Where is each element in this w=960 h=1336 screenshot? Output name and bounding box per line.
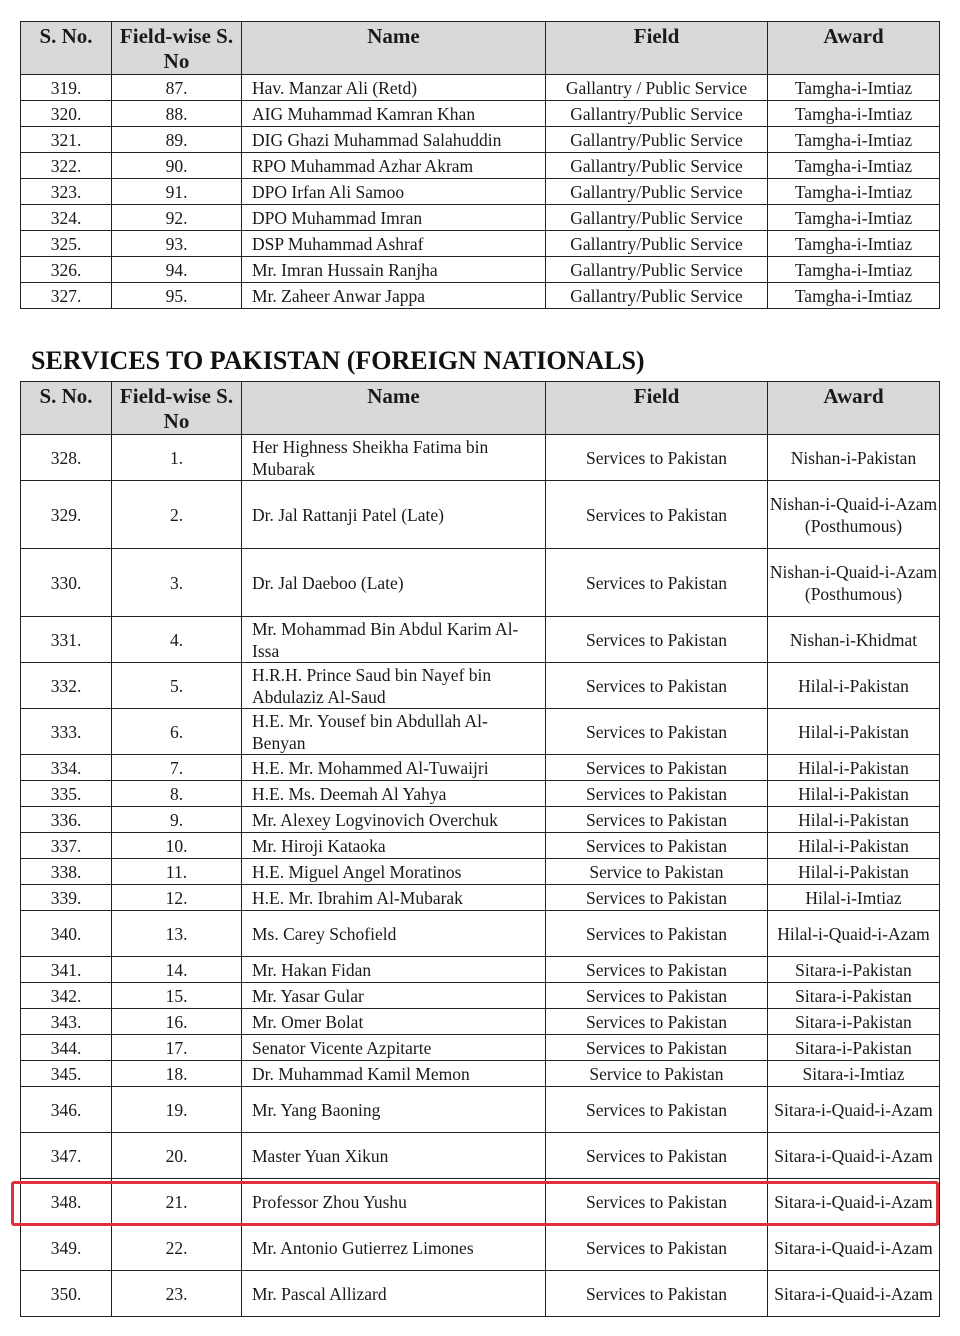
header-sno: S. No. <box>21 382 112 435</box>
cell-name: DIG Ghazi Muhammad Salahuddin <box>242 127 546 153</box>
cell-field: Services to Pakistan <box>546 435 768 481</box>
cell-award: Nishan-i-Pakistan <box>768 435 940 481</box>
cell-award: Sitara-i-Pakistan <box>768 1009 940 1035</box>
table-row <box>21 1271 940 1317</box>
cell-name: Hav. Manzar Ali (Retd) <box>242 75 546 101</box>
cell-award: Sitara-i-Quaid-i-Azam <box>768 1271 940 1317</box>
cell-name: Master Yuan Xikun <box>242 1133 546 1179</box>
cell-fieldwise-sno: 18. <box>112 1061 242 1087</box>
table-row <box>21 957 940 983</box>
cell-fieldwise-sno: 1. <box>112 435 242 481</box>
table-row <box>21 1179 940 1225</box>
cell-name: Mr. Alexey Logvinovich Overchuk <box>242 807 546 833</box>
table-row <box>21 179 940 205</box>
cell-fieldwise-sno: 15. <box>112 983 242 1009</box>
cell-fieldwise-sno: 6. <box>112 709 242 755</box>
cell-name: DSP Muhammad Ashraf <box>242 231 546 257</box>
table-row <box>21 1225 940 1271</box>
cell-sno: 330. <box>21 549 112 617</box>
cell-field: Services to Pakistan <box>546 1225 768 1271</box>
cell-fieldwise-sno: 19. <box>112 1087 242 1133</box>
cell-fieldwise-sno: 2. <box>112 481 242 549</box>
cell-sno: 332. <box>21 663 112 709</box>
cell-field: Services to Pakistan <box>546 617 768 663</box>
header-name: Name <box>242 382 546 435</box>
table-row <box>21 983 940 1009</box>
cell-field: Services to Pakistan <box>546 709 768 755</box>
cell-field: Services to Pakistan <box>546 1179 768 1225</box>
cell-name: Professor Zhou Yushu <box>242 1179 546 1225</box>
cell-award: Sitara-i-Imtiaz <box>768 1061 940 1087</box>
cell-sno: 348. <box>21 1179 112 1225</box>
cell-sno: 327. <box>21 283 112 309</box>
cell-award: Tamgha-i-Imtiaz <box>768 153 940 179</box>
cell-award: Nishan-i-Quaid-i-Azam (Posthumous) <box>768 481 940 549</box>
cell-sno: 321. <box>21 127 112 153</box>
cell-award: Tamgha-i-Imtiaz <box>768 231 940 257</box>
cell-sno: 322. <box>21 153 112 179</box>
cell-fieldwise-sno: 22. <box>112 1225 242 1271</box>
cell-field: Services to Pakistan <box>546 1271 768 1317</box>
cell-award: Tamgha-i-Imtiaz <box>768 205 940 231</box>
cell-award: Tamgha-i-Imtiaz <box>768 257 940 283</box>
cell-field: Services to Pakistan <box>546 911 768 957</box>
header-sno: S. No. <box>21 22 112 75</box>
cell-award: Sitara-i-Pakistan <box>768 1035 940 1061</box>
cell-name: H.E. Mr. Yousef bin Abdullah Al-Benyan <box>242 709 546 755</box>
table-row <box>21 1087 940 1133</box>
cell-name: Her Highness Sheikha Fatima bin Mubarak <box>242 435 546 481</box>
cell-name: RPO Muhammad Azhar Akram <box>242 153 546 179</box>
cell-sno: 349. <box>21 1225 112 1271</box>
cell-sno: 342. <box>21 983 112 1009</box>
cell-name: Mr. Omer Bolat <box>242 1009 546 1035</box>
cell-award: Hilal-i-Pakistan <box>768 709 940 755</box>
cell-field: Services to Pakistan <box>546 781 768 807</box>
cell-name: DPO Irfan Ali Samoo <box>242 179 546 205</box>
cell-name: Senator Vicente Azpitarte <box>242 1035 546 1061</box>
cell-field: Service to Pakistan <box>546 859 768 885</box>
cell-award: Tamgha-i-Imtiaz <box>768 127 940 153</box>
cell-field: Services to Pakistan <box>546 833 768 859</box>
cell-award: Sitara-i-Quaid-i-Azam <box>768 1225 940 1271</box>
cell-fieldwise-sno: 94. <box>112 257 242 283</box>
cell-fieldwise-sno: 89. <box>112 127 242 153</box>
cell-sno: 341. <box>21 957 112 983</box>
header-field: Field <box>546 382 768 435</box>
cell-award: Tamgha-i-Imtiaz <box>768 101 940 127</box>
cell-field: Services to Pakistan <box>546 1133 768 1179</box>
header-award: Award <box>768 382 940 435</box>
cell-sno: 340. <box>21 911 112 957</box>
table-row <box>21 435 940 481</box>
cell-fieldwise-sno: 21. <box>112 1179 242 1225</box>
table-row <box>21 75 940 101</box>
cell-name: Dr. Jal Rattanji Patel (Late) <box>242 481 546 549</box>
cell-name: H.E. Mr. Ibrahim Al-Mubarak <box>242 885 546 911</box>
cell-field: Gallantry/Public Service <box>546 205 768 231</box>
cell-name: Mr. Hakan Fidan <box>242 957 546 983</box>
cell-name: Mr. Yang Baoning <box>242 1087 546 1133</box>
cell-award: Sitara-i-Quaid-i-Azam <box>768 1179 940 1225</box>
cell-sno: 335. <box>21 781 112 807</box>
header-field: Field <box>546 22 768 75</box>
cell-name: Dr. Jal Daeboo (Late) <box>242 549 546 617</box>
cell-sno: 331. <box>21 617 112 663</box>
cell-fieldwise-sno: 12. <box>112 885 242 911</box>
cell-sno: 344. <box>21 1035 112 1061</box>
cell-fieldwise-sno: 4. <box>112 617 242 663</box>
table-row <box>21 1061 940 1087</box>
header-fieldwise-sno: Field-wise S. No <box>112 382 242 435</box>
cell-field: Gallantry / Public Service <box>546 75 768 101</box>
cell-field: Gallantry/Public Service <box>546 179 768 205</box>
table-row <box>21 859 940 885</box>
cell-field: Gallantry/Public Service <box>546 127 768 153</box>
table-header-row <box>21 382 940 435</box>
cell-award: Hilal-i-Pakistan <box>768 807 940 833</box>
cell-field: Services to Pakistan <box>546 885 768 911</box>
cell-field: Service to Pakistan <box>546 1061 768 1087</box>
cell-sno: 326. <box>21 257 112 283</box>
cell-field: Services to Pakistan <box>546 807 768 833</box>
table-row <box>21 257 940 283</box>
cell-field: Services to Pakistan <box>546 1087 768 1133</box>
table-row <box>21 205 940 231</box>
cell-award: Nishan-i-Quaid-i-Azam (Posthumous) <box>768 549 940 617</box>
cell-award: Hilal-i-Imtiaz <box>768 885 940 911</box>
cell-fieldwise-sno: 20. <box>112 1133 242 1179</box>
cell-award: Hilal-i-Pakistan <box>768 781 940 807</box>
cell-name: Mr. Hiroji Kataoka <box>242 833 546 859</box>
cell-name: H.E. Ms. Deemah Al Yahya <box>242 781 546 807</box>
cell-name: H.E. Miguel Angel Moratinos <box>242 859 546 885</box>
cell-fieldwise-sno: 90. <box>112 153 242 179</box>
cell-sno: 333. <box>21 709 112 755</box>
cell-award: Sitara-i-Pakistan <box>768 957 940 983</box>
table-row <box>21 1133 940 1179</box>
cell-name: H.R.H. Prince Saud bin Nayef bin Abdulaziz Al-Saud <box>242 663 546 709</box>
cell-fieldwise-sno: 9. <box>112 807 242 833</box>
cell-fieldwise-sno: 14. <box>112 957 242 983</box>
cell-field: Gallantry/Public Service <box>546 257 768 283</box>
table-row <box>21 101 940 127</box>
cell-field: Services to Pakistan <box>546 1035 768 1061</box>
cell-fieldwise-sno: 3. <box>112 549 242 617</box>
table-row <box>21 663 940 709</box>
table-row <box>21 153 940 179</box>
cell-sno: 345. <box>21 1061 112 1087</box>
cell-sno: 346. <box>21 1087 112 1133</box>
cell-name: Mr. Antonio Gutierrez Limones <box>242 1225 546 1271</box>
cell-field: Gallantry/Public Service <box>546 231 768 257</box>
cell-field: Services to Pakistan <box>546 983 768 1009</box>
cell-award: Tamgha-i-Imtiaz <box>768 179 940 205</box>
header-award: Award <box>768 22 940 75</box>
cell-sno: 319. <box>21 75 112 101</box>
cell-fieldwise-sno: 8. <box>112 781 242 807</box>
cell-award: Hilal-i-Pakistan <box>768 833 940 859</box>
cell-sno: 320. <box>21 101 112 127</box>
cell-field: Gallantry/Public Service <box>546 153 768 179</box>
cell-fieldwise-sno: 7. <box>112 755 242 781</box>
cell-name: Ms. Carey Schofield <box>242 911 546 957</box>
cell-award: Tamgha-i-Imtiaz <box>768 75 940 101</box>
cell-sno: 324. <box>21 205 112 231</box>
cell-fieldwise-sno: 16. <box>112 1009 242 1035</box>
cell-name: Mr. Zaheer Anwar Jappa <box>242 283 546 309</box>
cell-sno: 329. <box>21 481 112 549</box>
cell-name: Mr. Yasar Gular <box>242 983 546 1009</box>
awards-table-gallantry <box>20 21 940 309</box>
cell-award: Nishan-i-Khidmat <box>768 617 940 663</box>
table-row <box>21 911 940 957</box>
cell-fieldwise-sno: 87. <box>112 75 242 101</box>
cell-sno: 339. <box>21 885 112 911</box>
cell-fieldwise-sno: 5. <box>112 663 242 709</box>
table-header-row <box>21 22 940 75</box>
cell-sno: 343. <box>21 1009 112 1035</box>
cell-fieldwise-sno: 95. <box>112 283 242 309</box>
header-name: Name <box>242 22 546 75</box>
cell-award: Hilal-i-Quaid-i-Azam <box>768 911 940 957</box>
cell-name: Mr. Pascal Allizard <box>242 1271 546 1317</box>
cell-fieldwise-sno: 17. <box>112 1035 242 1061</box>
table-row <box>21 709 940 755</box>
cell-field: Gallantry/Public Service <box>546 101 768 127</box>
cell-name: Dr. Muhammad Kamil Memon <box>242 1061 546 1087</box>
cell-award: Hilal-i-Pakistan <box>768 859 940 885</box>
cell-sno: 347. <box>21 1133 112 1179</box>
cell-award: Hilal-i-Pakistan <box>768 755 940 781</box>
cell-name: Mr. Mohammad Bin Abdul Karim Al-Issa <box>242 617 546 663</box>
cell-fieldwise-sno: 11. <box>112 859 242 885</box>
header-fieldwise-sno: Field-wise S. No <box>112 22 242 75</box>
cell-field: Services to Pakistan <box>546 549 768 617</box>
cell-fieldwise-sno: 92. <box>112 205 242 231</box>
cell-sno: 337. <box>21 833 112 859</box>
table-row <box>21 755 940 781</box>
cell-sno: 328. <box>21 435 112 481</box>
cell-award: Hilal-i-Pakistan <box>768 663 940 709</box>
table-row <box>21 885 940 911</box>
table-row <box>21 283 940 309</box>
table-row <box>21 833 940 859</box>
table-row <box>21 807 940 833</box>
cell-field: Services to Pakistan <box>546 755 768 781</box>
table-row <box>21 127 940 153</box>
cell-fieldwise-sno: 88. <box>112 101 242 127</box>
cell-sno: 350. <box>21 1271 112 1317</box>
cell-field: Services to Pakistan <box>546 663 768 709</box>
cell-field: Services to Pakistan <box>546 957 768 983</box>
table-row <box>21 231 940 257</box>
cell-sno: 334. <box>21 755 112 781</box>
cell-sno: 338. <box>21 859 112 885</box>
cell-sno: 325. <box>21 231 112 257</box>
cell-name: H.E. Mr. Mohammed Al-Tuwaijri <box>242 755 546 781</box>
cell-sno: 323. <box>21 179 112 205</box>
cell-name: AIG Muhammad Kamran Khan <box>242 101 546 127</box>
section-title: SERVICES TO PAKISTAN (FOREIGN NATIONALS) <box>31 346 645 375</box>
cell-award: Sitara-i-Quaid-i-Azam <box>768 1133 940 1179</box>
cell-sno: 336. <box>21 807 112 833</box>
cell-name: DPO Muhammad Imran <box>242 205 546 231</box>
cell-fieldwise-sno: 93. <box>112 231 242 257</box>
table-row <box>21 617 940 663</box>
table-row <box>21 481 940 549</box>
cell-fieldwise-sno: 13. <box>112 911 242 957</box>
table-row <box>21 549 940 617</box>
cell-award: Sitara-i-Pakistan <box>768 983 940 1009</box>
cell-fieldwise-sno: 10. <box>112 833 242 859</box>
cell-field: Gallantry/Public Service <box>546 283 768 309</box>
awards-table-foreign-nationals <box>20 381 940 1317</box>
cell-fieldwise-sno: 91. <box>112 179 242 205</box>
table-row <box>21 781 940 807</box>
cell-award: Sitara-i-Quaid-i-Azam <box>768 1087 940 1133</box>
cell-award: Tamgha-i-Imtiaz <box>768 283 940 309</box>
table-row <box>21 1035 940 1061</box>
cell-field: Services to Pakistan <box>546 481 768 549</box>
cell-fieldwise-sno: 23. <box>112 1271 242 1317</box>
cell-field: Services to Pakistan <box>546 1009 768 1035</box>
table-row <box>21 1009 940 1035</box>
cell-name: Mr. Imran Hussain Ranjha <box>242 257 546 283</box>
